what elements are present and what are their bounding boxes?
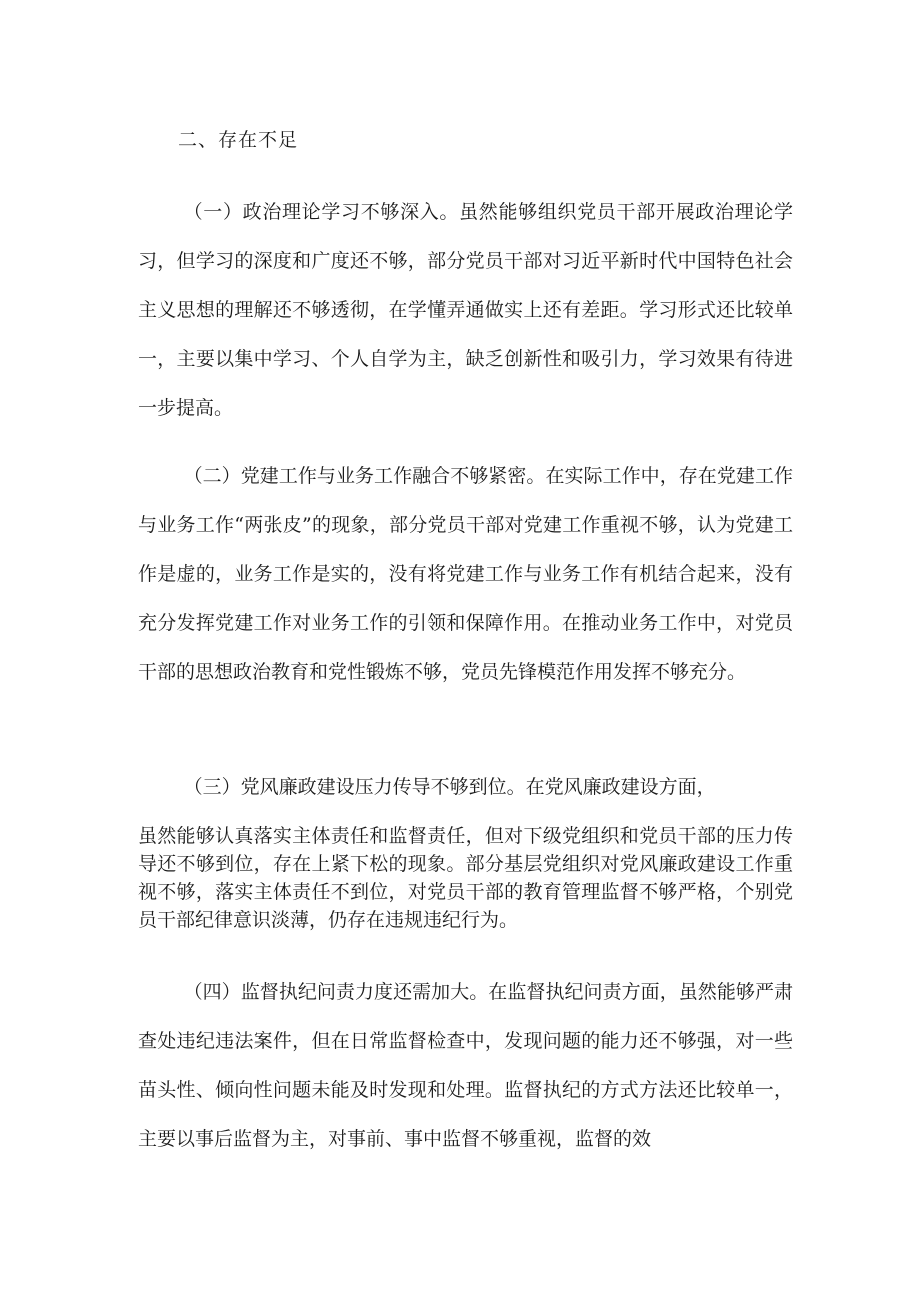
paragraph-supervision-discipline: （四）监督执纪问责力度还需加大。在监督执纪问责方面，虽然能够严肃查处违纪违法案件，但在日常监督检查中，发现问题的能力还不够强，对一些苗头性、倾向性问题未能及时发现和处理。监督执纪的方式方法还比较单一，主要以事后监督为主，对事前、事中监督不够重视，监督的效 — [138, 981, 793, 1150]
paragraph-party-building-integration: （二）党建工作与业务工作融合不够紧密。在实际工作中，存在党建工作与业务工作“两张皮”的现象，部分党员干部对党建工作重视不够，认为党建工作是虚的，业务工作是实的，没有将党建工作与业务工作有机结合起来，没有充分发挥党建工作对业务工作的引领和保障作用。在推动业务工作中，对党员干部的思想政治教育和党性锻炼不够，党员先锋模范作用发挥不够充分。 — [138, 465, 793, 683]
paragraph-clean-governance-intro: （三）党风廉政建设压力传导不够到位。在党风廉政建设方面， — [183, 776, 716, 798]
section-heading: 二、存在不足 — [178, 129, 299, 151]
paragraph-clean-governance-body: 虽然能够认真落实主体责任和监督责任，但对下级党组织和党员干部的压力传导还不够到位，存在上紧下松的现象。部分基层党组织对党风廉政建设工作重视不够，落实主体责任不到位，对党员干部的教育管理监督不够严格，个别党员干部纪律意识淡薄，仍存在违规违纪行为。 — [138, 825, 793, 931]
paragraph-political-theory: （一）政治理论学习不够深入。虽然能够组织党员干部开展政治理论学习，但学习的深度和广度还不够，部分党员干部对习近平新时代中国特色社会主义思想的理解还不够透彻，在学懂弄通做实上还有差距。学习形式还比较单一，主要以集中学习、个人自学为主，缺乏创新性和吸引力，学习效果有待进一步提高。 — [138, 201, 793, 419]
